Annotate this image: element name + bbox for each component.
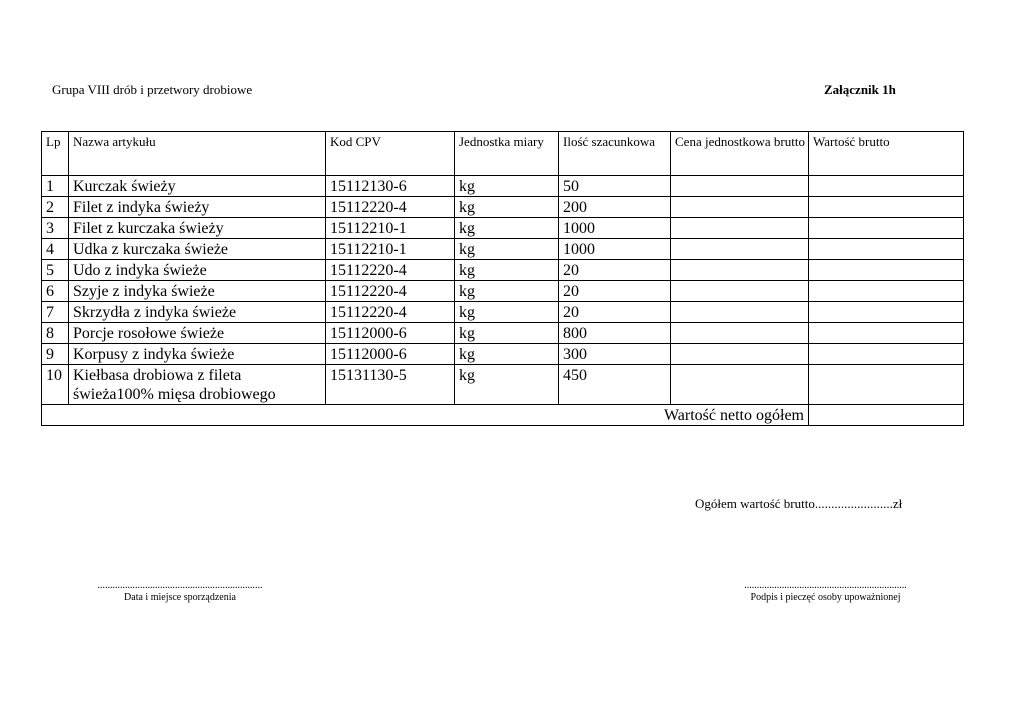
cell-cpv: 15112220-4 [326, 302, 455, 323]
cell-name: Porcje rosołowe świeże [69, 323, 326, 344]
cell-value[interactable] [809, 197, 964, 218]
signature-date-dots: .................................................................. [97, 580, 263, 591]
total-net-label: Wartość netto ogółem [42, 405, 809, 426]
cell-value[interactable] [809, 365, 964, 405]
cell-qty: 1000 [559, 218, 671, 239]
cell-qty: 50 [559, 176, 671, 197]
cell-lp: 1 [42, 176, 69, 197]
cell-unit: kg [455, 218, 559, 239]
signature-authorized-dots: ................................................................. [744, 580, 907, 591]
cell-name: Kurczak świeży [69, 176, 326, 197]
cell-cpv: 15112210-1 [326, 239, 455, 260]
cell-qty: 20 [559, 281, 671, 302]
cell-unit: kg [455, 176, 559, 197]
cell-cpv: 15112210-1 [326, 218, 455, 239]
cell-price[interactable] [671, 344, 809, 365]
cell-name: Kiełbasa drobiowa z fileta świeża100% mięsa drobiowego [69, 365, 326, 405]
cell-lp: 4 [42, 239, 69, 260]
group-title: Grupa VIII drób i przetwory drobiowe [52, 82, 253, 97]
items-table [41, 131, 964, 426]
attachment-label: Załącznik 1h [824, 82, 896, 97]
cell-value[interactable] [809, 260, 964, 281]
cell-unit: kg [455, 281, 559, 302]
cell-unit: kg [455, 302, 559, 323]
cell-unit: kg [455, 260, 559, 281]
cell-value[interactable] [809, 281, 964, 302]
col-header-cpv: Kod CPV [326, 132, 455, 176]
cell-value[interactable] [809, 176, 964, 197]
cell-qty: 20 [559, 302, 671, 323]
cell-price[interactable] [671, 239, 809, 260]
table-row [42, 239, 964, 260]
cell-lp: 6 [42, 281, 69, 302]
cell-price[interactable] [671, 323, 809, 344]
signature-date-place [80, 580, 280, 604]
table-row [42, 323, 964, 344]
total-net-value[interactable] [809, 405, 964, 426]
cell-price[interactable] [671, 197, 809, 218]
cell-price[interactable] [671, 365, 809, 405]
cell-lp: 2 [42, 197, 69, 218]
cell-price[interactable] [671, 176, 809, 197]
signature-date-label: Data i miejsce sporządzenia [124, 592, 236, 603]
table-row [42, 260, 964, 281]
cell-lp: 10 [42, 365, 69, 405]
cell-cpv: 15112130-6 [326, 176, 455, 197]
cell-value[interactable] [809, 344, 964, 365]
col-header-qty: Ilość szacunkowa [559, 132, 671, 176]
cell-cpv: 15112220-4 [326, 281, 455, 302]
col-header-name: Nazwa artykułu [69, 132, 326, 176]
total-row [42, 405, 964, 426]
cell-cpv: 15112220-4 [326, 197, 455, 218]
cell-unit: kg [455, 239, 559, 260]
table-row [42, 176, 964, 197]
cell-unit: kg [455, 323, 559, 344]
col-header-unit: Jednostka miary [455, 132, 559, 176]
cell-value[interactable] [809, 218, 964, 239]
cell-price[interactable] [671, 302, 809, 323]
cell-unit: kg [455, 197, 559, 218]
cell-name: Udo z indyka świeże [69, 260, 326, 281]
table-row [42, 281, 964, 302]
cell-lp: 9 [42, 344, 69, 365]
cell-name: Szyje z indyka świeże [69, 281, 326, 302]
col-header-price: Cena jednostkowa brutto [671, 132, 809, 176]
table-header-row [42, 132, 964, 176]
cell-lp: 8 [42, 323, 69, 344]
table-row [42, 302, 964, 323]
cell-name: Filet z kurczaka świeży [69, 218, 326, 239]
cell-qty: 450 [559, 365, 671, 405]
cell-lp: 7 [42, 302, 69, 323]
cell-price[interactable] [671, 218, 809, 239]
cell-qty: 1000 [559, 239, 671, 260]
table-row [42, 344, 964, 365]
cell-name: Udka z kurczaka świeże [69, 239, 326, 260]
table-row [42, 365, 964, 405]
cell-name: Skrzydła z indyka świeże [69, 302, 326, 323]
cell-value[interactable] [809, 239, 964, 260]
cell-qty: 20 [559, 260, 671, 281]
table-row [42, 218, 964, 239]
cell-unit: kg [455, 365, 559, 405]
cell-name: Filet z indyka świeży [69, 197, 326, 218]
cell-unit: kg [455, 344, 559, 365]
signature-authorized [728, 580, 923, 604]
cell-qty: 800 [559, 323, 671, 344]
signature-authorized-label: Podpis i pieczęć osoby upoważnionej [750, 592, 901, 603]
cell-price[interactable] [671, 281, 809, 302]
cell-qty: 300 [559, 344, 671, 365]
cell-lp: 5 [42, 260, 69, 281]
gross-total-summary: Ogółem wartość brutto........................zł [695, 496, 903, 511]
cell-price[interactable] [671, 260, 809, 281]
cell-value[interactable] [809, 302, 964, 323]
cell-cpv: 15131130-5 [326, 365, 455, 405]
cell-name: Korpusy z indyka świeże [69, 344, 326, 365]
cell-cpv: 15112000-6 [326, 344, 455, 365]
cell-value[interactable] [809, 323, 964, 344]
cell-lp: 3 [42, 218, 69, 239]
cell-cpv: 15112000-6 [326, 323, 455, 344]
cell-cpv: 15112220-4 [326, 260, 455, 281]
table-row [42, 197, 964, 218]
cell-qty: 200 [559, 197, 671, 218]
col-header-value: Wartość brutto [809, 132, 964, 176]
col-header-lp: Lp [42, 132, 69, 176]
